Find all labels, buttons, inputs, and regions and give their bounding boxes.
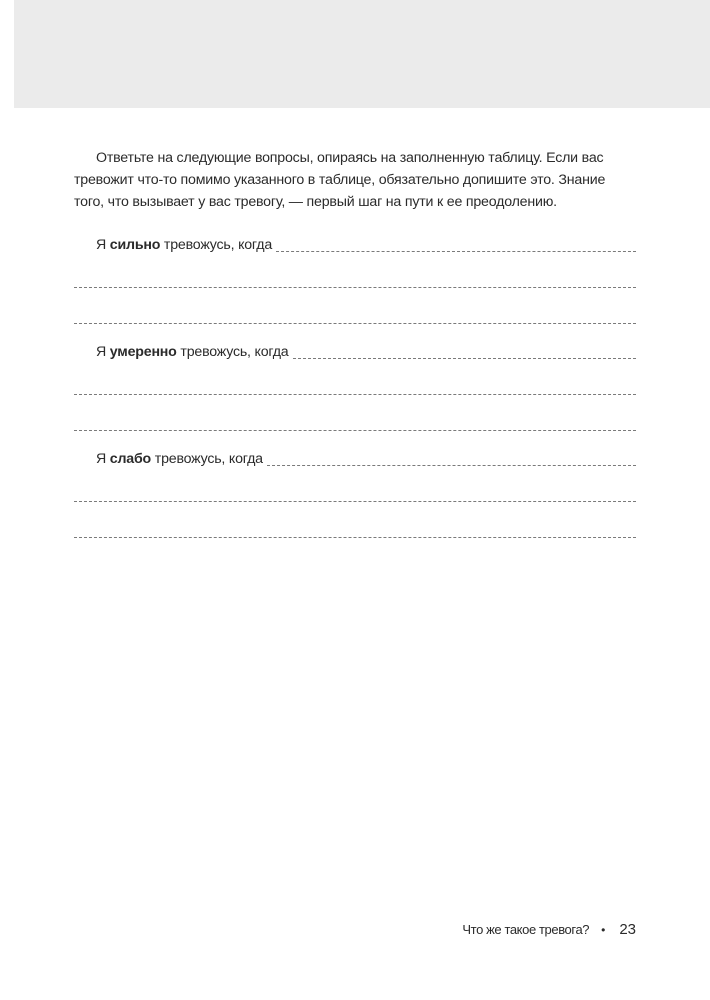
page-number: 23: [619, 921, 636, 938]
answer-line-strong-2[interactable]: [74, 287, 636, 288]
prompt-moderate-label: Я умеренно тревожусь, когда: [96, 344, 289, 360]
answer-line-moderate-3[interactable]: [74, 430, 636, 431]
prompt-strong-label: Я сильно тревожусь, когда: [96, 237, 273, 253]
answer-line-strong-3[interactable]: [74, 323, 636, 324]
answer-line-weak-1[interactable]: [267, 464, 636, 466]
prompt-strong-emphasis: сильно: [109, 237, 161, 253]
prompt-weak-emphasis: слабо: [109, 451, 152, 467]
running-title: Что же такое тревога?: [462, 922, 590, 937]
prompt-moderate-emphasis: умеренно: [109, 344, 177, 360]
prompt-weak: [74, 450, 636, 468]
answer-line-moderate-2[interactable]: [74, 394, 636, 395]
answer-line-strong-1[interactable]: [276, 250, 636, 252]
answer-line-weak-3[interactable]: [74, 537, 636, 538]
prompt-weak-label: Я слабо тревожусь, когда: [96, 451, 263, 467]
answer-line-weak-2[interactable]: [74, 501, 636, 502]
page-footer: [462, 921, 636, 938]
prompt-strong: [74, 236, 636, 254]
header-band: [14, 0, 710, 108]
answer-line-moderate-1[interactable]: [293, 357, 636, 359]
bullet-separator: •: [601, 922, 606, 937]
intro-paragraph: Ответьте на следующие вопросы, опираясь на заполненную таблицу. Если вас тревожит что-то помимо указанного в таблице, обязательно допишите это. Знание того, что вызывает у вас тревогу, — первый шаг на пути к ее преодолению.: [74, 150, 606, 210]
prompt-moderate: [74, 343, 636, 361]
